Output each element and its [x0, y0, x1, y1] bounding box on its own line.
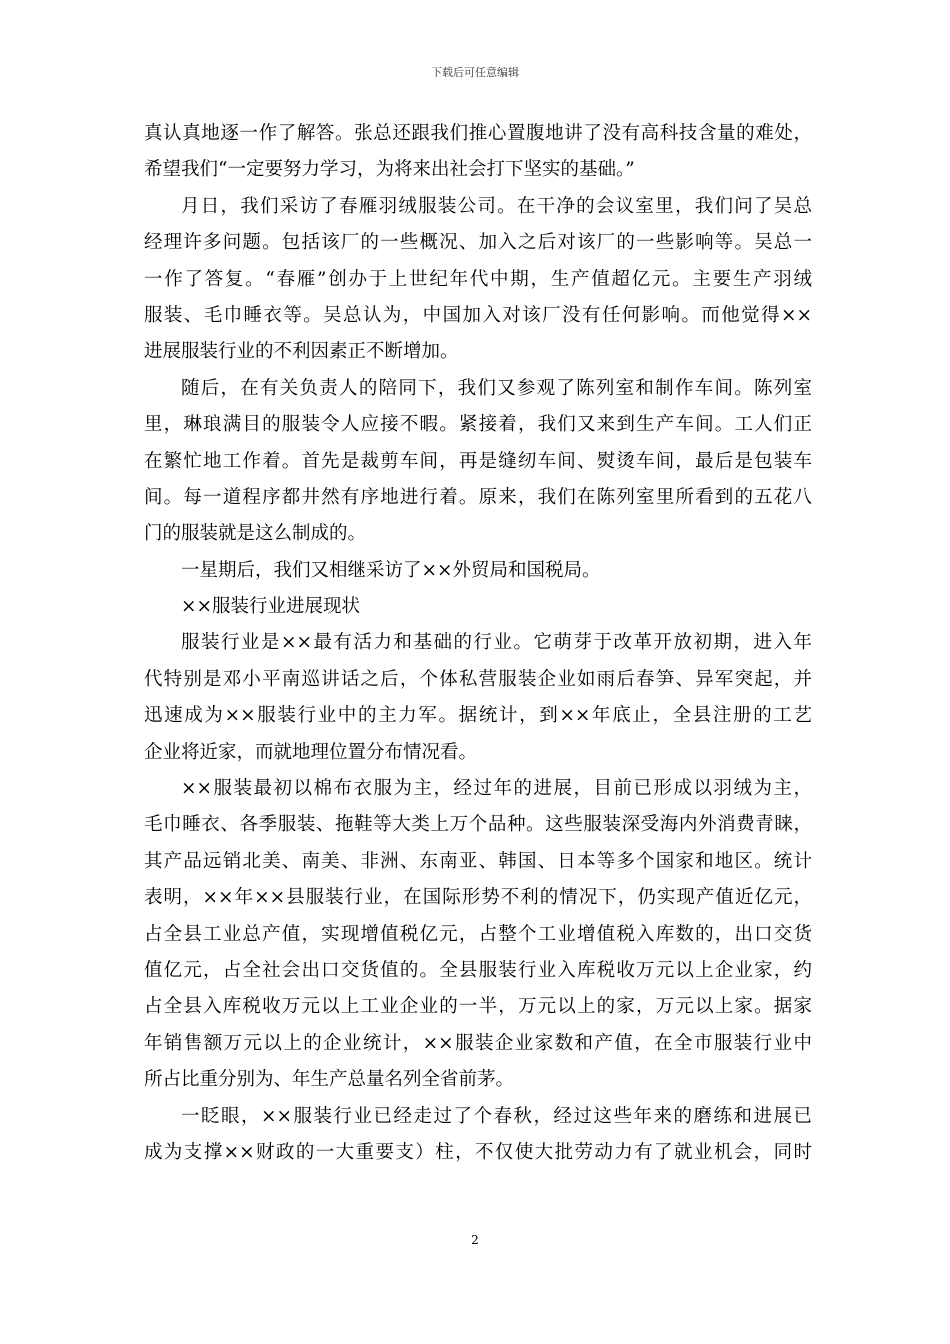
- text-line: 占全县入库税收万元以上工业企业的一半，万元以上的家，万元以上家。据家: [144, 996, 812, 1018]
- text-line: 一星期后，我们又相继采访了××外贸局和国税局。: [181, 559, 601, 581]
- text-line: 一眨眼，××服装行业已经走过了个春秋，经过这些年来的磨练和进展已: [181, 1105, 812, 1127]
- document-body: [144, 116, 812, 1171]
- text-line: 迅速成为××服装行业中的主力军。据统计，到××年底止，全县注册的工艺: [144, 705, 812, 727]
- text-line: 值亿元，占全社会出口交货值的。全县服装行业入库税收万元以上企业家，约: [144, 959, 812, 981]
- text-line: 月日，我们采访了春雁羽绒服装公司。在干净的会议室里，我们问了吴总: [181, 195, 812, 217]
- text-line: 间。每一道程序都井然有序地进行着。原来，我们在陈列室里所看到的五花八: [144, 486, 812, 508]
- text-line: 进展服装行业的不利因素正不断增加。: [144, 341, 459, 363]
- text-line: 成为支撑××财政的一大重要支）柱，不仅使大批劳动力有了就业机会，同时: [144, 1141, 812, 1163]
- text-line: 一作了答复。“春雁”创办于上世纪年代中期，生产值超亿元。主要生产羽绒: [144, 268, 812, 290]
- page-number: 2: [471, 1233, 479, 1247]
- text-line: 代特别是邓小平南巡讲话之后，个体私营服装企业如雨后春笋、异军突起，并: [144, 668, 812, 690]
- text-line: 在繁忙地工作着。首先是裁剪车间，再是缝纫车间、熨烫车间，最后是包装车: [144, 450, 812, 472]
- text-line: 服装、毛巾睡衣等。吴总认为，中国加入对该厂没有任何影响。而他觉得××: [144, 304, 812, 326]
- text-line: 占全县工业总产值，实现增值税亿元，占整个工业增值税入库数的，出口交货: [144, 923, 812, 945]
- text-line: 所占比重分别为、年生产总量名列全省前茅。: [144, 1069, 515, 1091]
- text-line: 希望我们“一定要努力学习，为将来出社会打下坚实的基础。”: [144, 159, 635, 181]
- text-line: 随后，在有关负责人的陪同下，我们又参观了陈列室和制作车间。陈列室: [181, 377, 812, 399]
- text-line: 毛巾睡衣、各季服装、拖鞋等大类上万个品种。这些服装深受海内外消费青睐，: [144, 814, 812, 836]
- text-line: 里，琳琅满目的服装令人应接不暇。紧接着，我们又来到生产车间。工人们正: [144, 414, 812, 436]
- section-heading: ××服装行业进展现状: [181, 596, 361, 618]
- text-line: 表明，××年××县服装行业，在国际形势不利的情况下，仍实现产值近亿元，: [144, 887, 812, 909]
- page-header: 下载后可任意编辑: [431, 66, 519, 79]
- text-line: 门的服装就是这么制成的。: [144, 523, 367, 545]
- text-line: 年销售额万元以上的企业统计，××服装企业家数和产值，在全市服装行业中: [144, 1032, 812, 1054]
- text-line: 服装行业是××最有活力和基础的行业。它萌芽于改革开放初期，进入年: [181, 632, 812, 654]
- text-line: 经理许多问题。包括该厂的一些概况、加入之后对该厂的一些影响等。吴总一: [144, 232, 812, 254]
- text-line: 企业将近家，而就地理位置分布情况看。: [144, 741, 478, 763]
- text-line: 真认真地逐一作了解答。张总还跟我们推心置腹地讲了没有高科技含量的难处，: [144, 123, 812, 144]
- text-line: 其产品远销北美、南美、非洲、东南亚、韩国、日本等多个国家和地区。统计: [144, 850, 812, 872]
- text-line: ××服装最初以棉布衣服为主，经过年的进展，目前已形成以羽绒为主，: [181, 778, 812, 800]
